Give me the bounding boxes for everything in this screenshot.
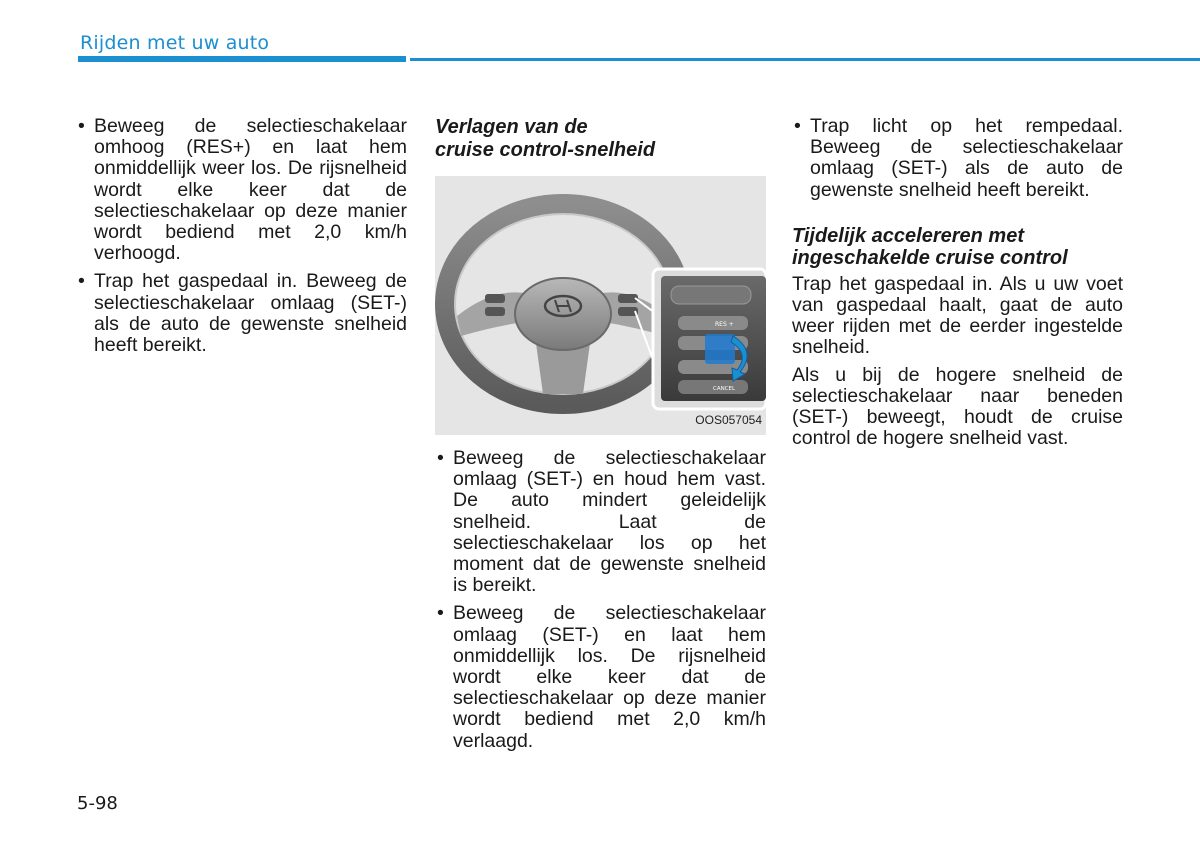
chapter-title: Rijden met uw auto xyxy=(80,32,270,54)
header-rule-thin xyxy=(410,58,1200,61)
bullet-item: • Beweeg de selectieschakelaar omlaag (SET-) en houd hem vast. De auto mindert geleidelijk snelheid. Laat de selectieschakelaar los op het moment dat de gewenste snelheid is bereikt. xyxy=(435,448,766,596)
bullet-item: • Trap licht op het rempedaal. Beweeg de selectieschakelaar omlaag (SET-) als de auto de gewenste snelheid heeft bereikt. xyxy=(792,116,1123,201)
column-2-bullet-list xyxy=(435,448,766,752)
heading-line: ingeschakelde cruise control xyxy=(792,247,1068,270)
section-heading-verlagen xyxy=(435,116,766,161)
heading-line: Tijdelijk accelereren met xyxy=(792,224,1024,247)
bullet-item: • Beweeg de selectieschakelaar omlaag (SET-) en laat hem onmiddellijk los. De rijsnelheid wordt elke keer dat de selectieschakelaar op deze manier wordt bediend met 2,0 km/h verlaagd. xyxy=(435,603,766,751)
column-1 xyxy=(76,116,407,363)
page-number: 5-98 xyxy=(77,793,118,814)
section-heading-accelereren xyxy=(792,225,1123,270)
bullet-item: • Beweeg de selectieschakelaar omhoog (RES+) en laat hem onmiddellijk weer los. De rijsnelheid wordt elke keer dat de selectieschakelaar op deze manier wordt bediend met 2,0 km/h verhoogd. xyxy=(76,116,407,264)
heading-line: cruise control-snelheid xyxy=(435,138,656,161)
figure-code: OOS057054 xyxy=(695,412,762,427)
bullet-item: • Trap het gaspedaal in. Beweeg de selectieschakelaar omlaag (SET-) als de auto de gewenste snelheid heeft bereikt. xyxy=(76,271,407,356)
column-1-bullet-list xyxy=(76,116,407,356)
steering-wheel-illustration xyxy=(435,176,766,435)
header-rule-thick xyxy=(78,56,406,62)
steering-wheel-figure xyxy=(435,176,766,435)
wheel-hub xyxy=(515,278,611,350)
svg-text:CANCEL: CANCEL xyxy=(713,386,736,392)
column-3 xyxy=(792,116,1123,455)
column-3-bullet-list xyxy=(792,116,1123,201)
column-2 xyxy=(435,116,766,759)
heading-line: Verlagen van de xyxy=(435,116,588,138)
svg-text:RES +: RES + xyxy=(715,321,734,328)
paragraph: Trap het gaspedaal in. Als u uw voet van gaspedaal haalt, gaat de auto weer rijden met de eerder ingestelde snelheid. xyxy=(792,272,1123,359)
paragraph: Als u bij de hogere snelheid de selectieschakelaar naar beneden (SET-) beweegt, houdt de cruise control de hogere snelheid vast. xyxy=(792,363,1123,450)
